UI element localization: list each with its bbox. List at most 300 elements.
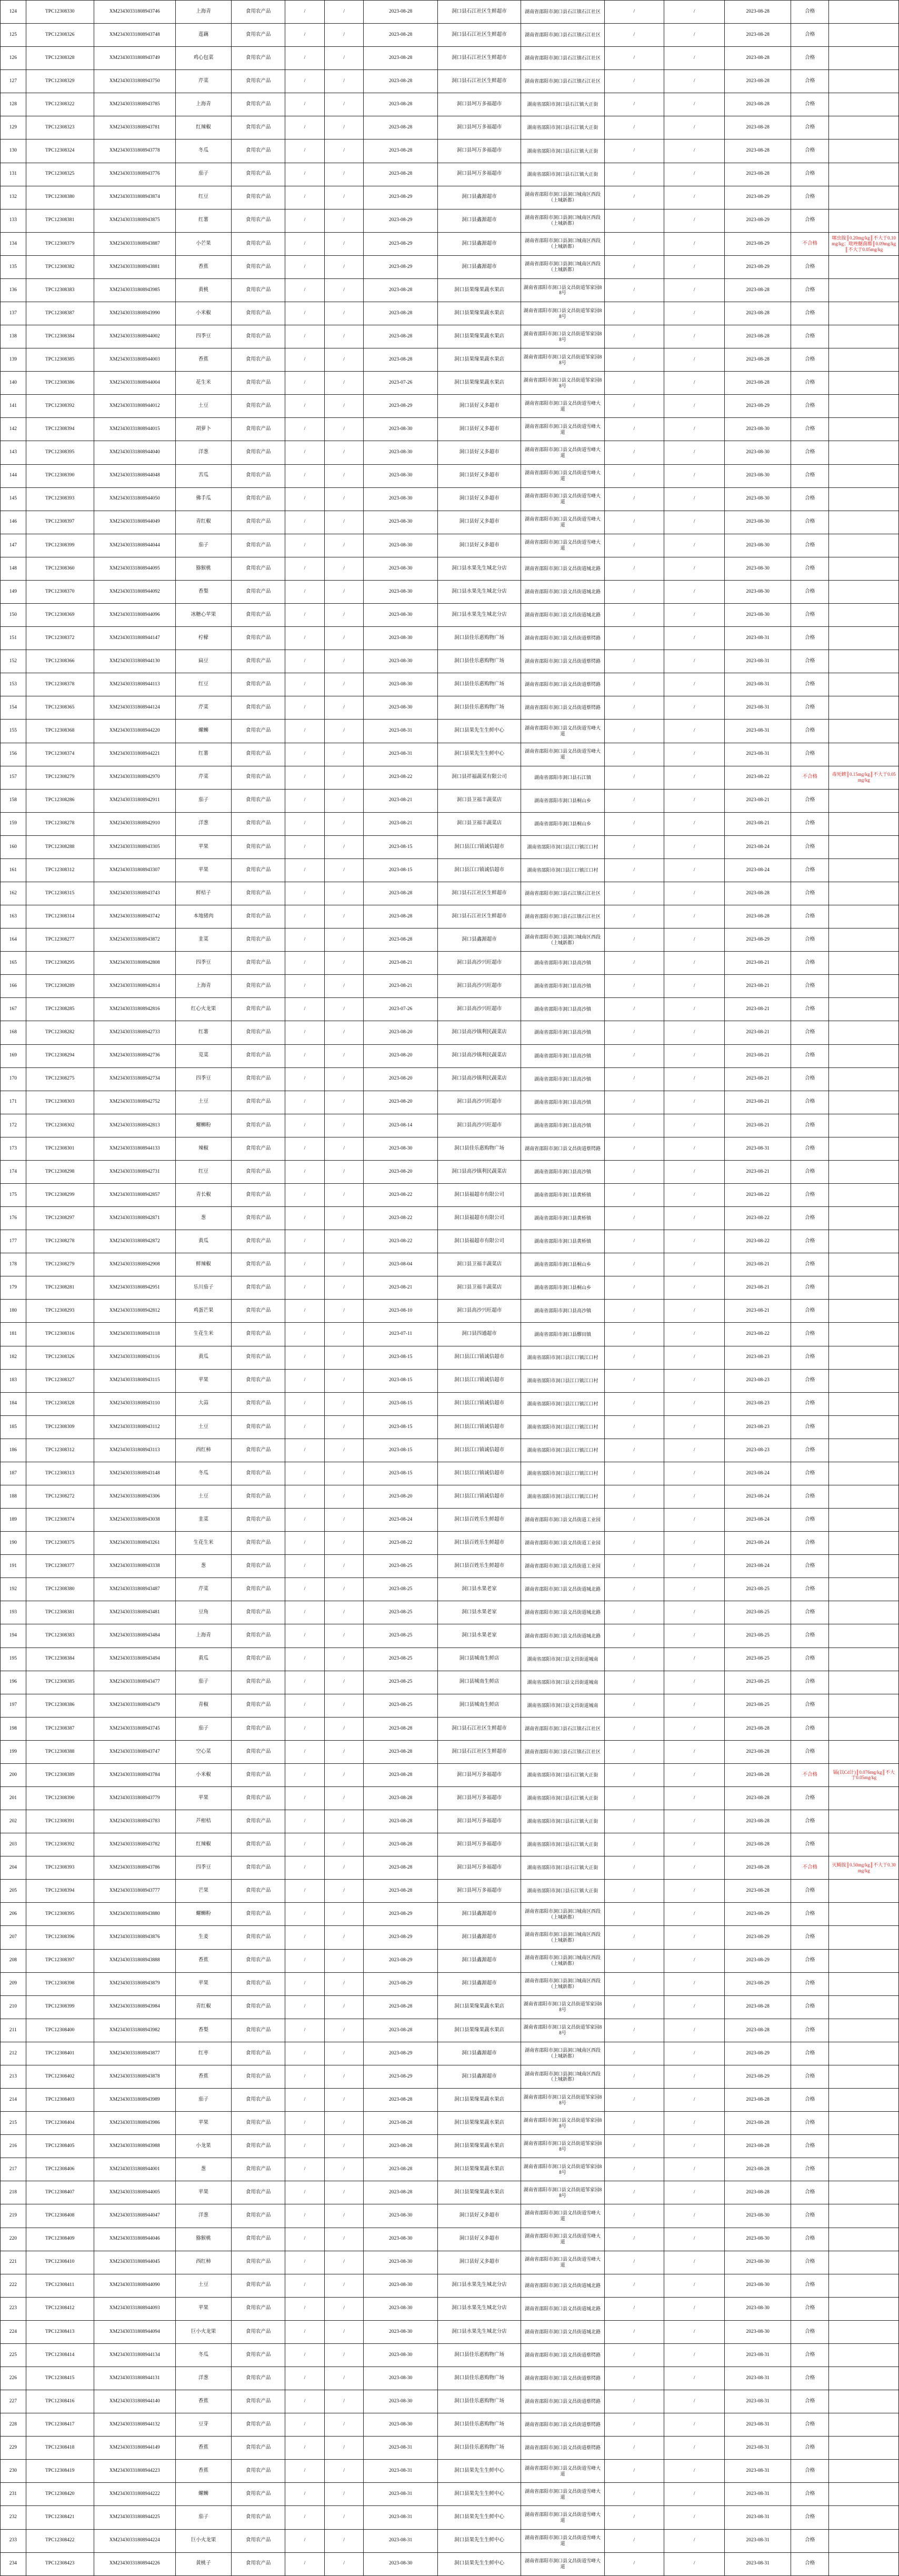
brand-cell: / <box>285 1346 325 1369</box>
producer-address-cell: / <box>664 1926 724 1949</box>
store-address-cell: 湖南省邵阳市洞口县文昌街道邹家园88号 <box>521 2112 604 2135</box>
sampling-date-cell: 2023-08-30 <box>725 2297 791 2320</box>
producer-address-cell: / <box>664 858 724 882</box>
product-name-cell: 黄桃 <box>175 278 231 302</box>
spec-cell: / <box>324 1183 364 1206</box>
task-code-cell: XM23430331808944224 <box>94 2529 175 2552</box>
store-name-cell: 洞口县鑫源超市 <box>437 232 521 255</box>
store-address-cell: 湖南省邵阳市洞口县文昌街道邹家园88号 <box>521 302 604 325</box>
fail-reason-cell <box>829 1323 899 1346</box>
sampling-date-cell: 2023-08-29 <box>725 1903 791 1926</box>
seq-cell: 170 <box>1 1067 26 1091</box>
fail-reason-cell <box>829 1671 899 1694</box>
store-address-cell: 湖南省邵阳市洞口县文昌街道城南 <box>521 1671 604 1694</box>
store-address-cell: 湖南省邵阳市洞口县江口镇江口村 <box>521 1462 604 1485</box>
producer-cell: / <box>604 812 664 835</box>
sample-code-cell: TPC12308375 <box>26 1532 94 1555</box>
seq-cell: 167 <box>1 998 26 1021</box>
fail-reason-cell <box>829 1230 899 1253</box>
sample-code-cell: TPC12308329 <box>26 70 94 93</box>
production-date-cell: 2023-08-29 <box>364 2065 437 2088</box>
store-name-cell: 洞口县江口镇诚信超市 <box>437 1415 521 1439</box>
task-code-cell: XM23430331808943747 <box>94 1740 175 1763</box>
product-name-cell: 生花生米 <box>175 1532 231 1555</box>
product-name-cell: 黄瓜 <box>175 1230 231 1253</box>
production-date-cell: 2023-08-29 <box>364 1903 437 1926</box>
store-name-cell: 洞口县佳乐惠购物广场 <box>437 2390 521 2413</box>
producer-cell: / <box>604 1856 664 1880</box>
sample-code-cell: TPC12308369 <box>26 604 94 627</box>
store-address-cell: 湖南省邵阳市洞口县江口镇江口村 <box>521 1346 604 1369</box>
producer-address-cell: / <box>664 1555 724 1578</box>
sample-code-cell: TPC12308417 <box>26 2413 94 2437</box>
result-cell: 合格 <box>791 2042 829 2065</box>
seq-cell: 179 <box>1 1276 26 1300</box>
producer-address-cell: / <box>664 139 724 163</box>
seq-cell: 215 <box>1 2112 26 2135</box>
producer-address-cell: / <box>664 1856 724 1880</box>
seq-cell: 206 <box>1 1903 26 1926</box>
table-row <box>1 1067 899 1091</box>
production-date-cell: 2023-08-30 <box>364 2552 437 2575</box>
category-cell: 食用农产品 <box>232 464 285 487</box>
sampling-date-cell: 2023-08-28 <box>725 1880 791 1903</box>
producer-cell: / <box>604 116 664 139</box>
spec-cell: / <box>324 1091 364 1114</box>
result-cell: 合格 <box>791 2506 829 2529</box>
store-address-cell: 湖南省邵阳市洞口县文昌街道雪峰大道 <box>521 2483 604 2506</box>
result-cell: 合格 <box>791 511 829 534</box>
store-address-cell: 湖南省邵阳市洞口县文昌街道雪峰大道 <box>521 464 604 487</box>
sample-code-cell: TPC12308312 <box>26 1439 94 1462</box>
producer-address-cell: / <box>664 209 724 232</box>
sampling-date-cell: 2023-08-28 <box>725 1833 791 1856</box>
production-date-cell: 2023-08-28 <box>364 47 437 70</box>
fail-reason-cell <box>829 1369 899 1392</box>
store-name-cell: 洞口县坷万多福超市 <box>437 139 521 163</box>
producer-address-cell: / <box>664 2112 724 2135</box>
store-name-cell: 洞口县鑫源超市 <box>437 1972 521 1995</box>
seq-cell: 192 <box>1 1578 26 1601</box>
result-cell: 合格 <box>791 2413 829 2437</box>
category-cell: 食用农产品 <box>232 1648 285 1671</box>
production-date-cell: 2023-08-30 <box>364 627 437 650</box>
producer-address-cell: / <box>664 1253 724 1276</box>
production-date-cell: 2023-08-28 <box>364 1880 437 1903</box>
store-name-cell: 洞口县鑫源超市 <box>437 2065 521 2088</box>
task-code-cell: XM23430331808943872 <box>94 928 175 952</box>
category-cell: 食用农产品 <box>232 302 285 325</box>
producer-address-cell: / <box>664 255 724 278</box>
production-date-cell: 2023-08-24 <box>364 1509 437 1532</box>
producer-cell: / <box>604 1044 664 1067</box>
spec-cell: / <box>324 1740 364 1763</box>
category-cell: 食用农产品 <box>232 1833 285 1856</box>
sampling-date-cell: 2023-08-28 <box>725 1740 791 1763</box>
producer-address-cell: / <box>664 278 724 302</box>
spec-cell: / <box>324 93 364 116</box>
result-cell: 合格 <box>791 1926 829 1949</box>
producer-cell: / <box>604 1276 664 1300</box>
result-cell: 合格 <box>791 2320 829 2343</box>
production-date-cell: 2023-08-28 <box>364 905 437 928</box>
task-code-cell: XM23430331808944223 <box>94 2460 175 2483</box>
task-code-cell: XM23430331808943113 <box>94 1439 175 1462</box>
seq-cell: 152 <box>1 650 26 673</box>
result-cell: 合格 <box>791 1995 829 2019</box>
product-name-cell: 小龙果 <box>175 2135 231 2158</box>
product-name-cell: 洋葱 <box>175 441 231 464</box>
result-cell: 合格 <box>791 1369 829 1392</box>
task-code-cell: XM23430331808944140 <box>94 2390 175 2413</box>
result-cell: 合格 <box>791 1067 829 1091</box>
seq-cell: 163 <box>1 905 26 928</box>
producer-address-cell: / <box>664 1392 724 1415</box>
sampling-date-cell: 2023-08-21 <box>725 1300 791 1323</box>
spec-cell: / <box>324 1926 364 1949</box>
table-row <box>1 1856 899 1880</box>
sampling-date-cell: 2023-08-30 <box>725 418 791 441</box>
table-row <box>1 952 899 975</box>
table-row <box>1 1183 899 1206</box>
spec-cell: / <box>324 766 364 789</box>
table-row <box>1 1160 899 1183</box>
store-address-cell: 湖南省邵阳市洞口县文昌街道蔡锷路 <box>521 2437 604 2460</box>
brand-cell: / <box>285 1972 325 1995</box>
table-row <box>1 255 899 278</box>
fail-reason-cell <box>829 1833 899 1856</box>
production-date-cell: 2023-08-28 <box>364 1995 437 2019</box>
result-cell: 合格 <box>791 2343 829 2367</box>
brand-cell: / <box>285 1648 325 1671</box>
producer-cell: / <box>604 24 664 47</box>
table-row <box>1 1926 899 1949</box>
sample-code-cell: TPC12308328 <box>26 1392 94 1415</box>
store-address-cell: 湖南省邵阳市洞口县洞口城南区西段（上城新都） <box>521 209 604 232</box>
store-name-cell: 洞口县江口镇诚信超市 <box>437 1392 521 1415</box>
category-cell: 食用农产品 <box>232 1253 285 1276</box>
table-row <box>1 2390 899 2413</box>
producer-cell: / <box>604 2135 664 2158</box>
fail-reason-cell <box>829 1995 899 2019</box>
brand-cell: / <box>285 1903 325 1926</box>
producer-cell: / <box>604 2089 664 2112</box>
production-date-cell: 2023-08-30 <box>364 464 437 487</box>
store-address-cell: 湖南省邵阳市洞口县高沙镇 <box>521 1114 604 1137</box>
table-row <box>1 2274 899 2297</box>
seq-cell: 128 <box>1 93 26 116</box>
brand-cell: / <box>285 580 325 603</box>
brand-cell: / <box>285 209 325 232</box>
producer-address-cell: / <box>664 604 724 627</box>
producer-address-cell: / <box>664 1439 724 1462</box>
sample-code-cell: TPC12308389 <box>26 1763 94 1786</box>
table-row <box>1 2552 899 2575</box>
sample-code-cell: TPC12308390 <box>26 464 94 487</box>
sample-code-cell: TPC12308403 <box>26 2089 94 2112</box>
brand-cell: / <box>285 1439 325 1462</box>
producer-address-cell: / <box>664 835 724 858</box>
spec-cell: / <box>324 1880 364 1903</box>
producer-address-cell: / <box>664 766 724 789</box>
product-name-cell: 猕猴桃 <box>175 557 231 580</box>
seq-cell: 185 <box>1 1415 26 1439</box>
production-date-cell: 2023-08-22 <box>364 766 437 789</box>
sample-code-cell: TPC12308299 <box>26 1183 94 1206</box>
store-name-cell: 洞口县果缘果蔬水果店 <box>437 2135 521 2158</box>
product-name-cell: 土豆 <box>175 2274 231 2297</box>
brand-cell: / <box>285 604 325 627</box>
brand-cell: / <box>285 998 325 1021</box>
producer-address-cell: / <box>664 2251 724 2274</box>
seq-cell: 223 <box>1 2297 26 2320</box>
production-date-cell: 2023-08-29 <box>364 1949 437 1972</box>
fail-reason-cell <box>829 2297 899 2320</box>
task-code-cell: XM23430331808944220 <box>94 720 175 743</box>
spec-cell: / <box>324 534 364 557</box>
product-name-cell: 红辣椒 <box>175 1833 231 1856</box>
fail-reason-cell <box>829 1717 899 1740</box>
producer-cell: / <box>604 1137 664 1160</box>
task-code-cell: XM23430331808942951 <box>94 1276 175 1300</box>
store-name-cell: 洞口县佳乐惠购物广场 <box>437 1137 521 1160</box>
sampling-date-cell: 2023-08-21 <box>725 952 791 975</box>
producer-cell: / <box>604 1392 664 1415</box>
store-address-cell: 湖南省邵阳市洞口县洞口城南区西段（上城新都） <box>521 928 604 952</box>
fail-reason-cell <box>829 163 899 186</box>
sampling-date-cell: 2023-08-31 <box>725 2529 791 2552</box>
fail-reason-cell <box>829 1160 899 1183</box>
sample-code-cell: TPC12308279 <box>26 766 94 789</box>
producer-cell: / <box>604 1810 664 1833</box>
fail-reason-cell <box>829 2483 899 2506</box>
sampling-date-cell: 2023-08-30 <box>725 464 791 487</box>
store-address-cell: 湖南省邵阳市洞口县文昌街道蔡锷路 <box>521 2367 604 2390</box>
sampling-date-cell: 2023-08-21 <box>725 1091 791 1114</box>
store-address-cell: 湖南省邵阳市洞口县高沙镇 <box>521 1044 604 1067</box>
product-name-cell: 生花生米 <box>175 1323 231 1346</box>
store-address-cell: 湖南省邵阳市洞口县醪田镇 <box>521 1323 604 1346</box>
category-cell: 食用农产品 <box>232 418 285 441</box>
table-row <box>1 2204 899 2228</box>
result-cell: 合格 <box>791 1160 829 1183</box>
store-name-cell: 洞口县高沙兴旺超市 <box>437 1114 521 1137</box>
category-cell: 食用农产品 <box>232 766 285 789</box>
table-row <box>1 1995 899 2019</box>
table-row <box>1 1392 899 1415</box>
task-code-cell: XM23430331808942857 <box>94 1183 175 1206</box>
brand-cell: / <box>285 1671 325 1694</box>
category-cell: 食用农产品 <box>232 1 285 24</box>
store-address-cell: 湖南省邵阳市洞口县江口镇江口村 <box>521 1439 604 1462</box>
brand-cell: / <box>285 1160 325 1183</box>
fail-reason-cell <box>829 580 899 603</box>
fail-reason-cell <box>829 812 899 835</box>
seq-cell: 210 <box>1 1995 26 2019</box>
producer-address-cell: / <box>664 487 724 511</box>
sampling-date-cell: 2023-08-28 <box>725 905 791 928</box>
producer-cell: / <box>604 372 664 395</box>
table-row <box>1 1253 899 1276</box>
task-code-cell: XM23430331808943477 <box>94 1671 175 1694</box>
producer-address-cell: / <box>664 2437 724 2460</box>
production-date-cell: 2023-08-29 <box>364 395 437 418</box>
sampling-date-cell: 2023-08-22 <box>725 1323 791 1346</box>
product-name-cell: 红薯 <box>175 743 231 766</box>
store-address-cell: 湖南省邵阳市洞口县文昌街道蔡锷路 <box>521 650 604 673</box>
category-cell: 食用农产品 <box>232 627 285 650</box>
brand-cell: / <box>285 1323 325 1346</box>
brand-cell: / <box>285 511 325 534</box>
sampling-date-cell: 2023-08-29 <box>725 186 791 209</box>
seq-cell: 224 <box>1 2320 26 2343</box>
fail-reason-cell <box>829 650 899 673</box>
result-cell: 合格 <box>791 1346 829 1369</box>
sample-code-cell: TPC12308384 <box>26 1648 94 1671</box>
table-row <box>1 743 899 766</box>
store-name-cell: 洞口县石江社区生鲜超市 <box>437 1717 521 1740</box>
seq-cell: 168 <box>1 1021 26 1044</box>
task-code-cell: XM23430331808942908 <box>94 1253 175 1276</box>
store-name-cell: 洞口县江口镇诚信超市 <box>437 1369 521 1392</box>
sample-code-cell: TPC12308382 <box>26 255 94 278</box>
task-code-cell: XM23430331808944050 <box>94 487 175 511</box>
brand-cell: / <box>285 2437 325 2460</box>
task-code-cell: XM23430331808943785 <box>94 93 175 116</box>
product-name-cell: 土豆 <box>175 1415 231 1439</box>
store-name-cell: 洞口县佳乐惠购物广场 <box>437 627 521 650</box>
brand-cell: / <box>285 534 325 557</box>
store-name-cell: 洞口县水果老家 <box>437 1578 521 1601</box>
spec-cell: / <box>324 2204 364 2228</box>
product-name-cell: 香蕉 <box>175 348 231 372</box>
sample-code-cell: TPC12308380 <box>26 186 94 209</box>
sampling-date-cell: 2023-08-30 <box>725 2274 791 2297</box>
task-code-cell: XM23430331808944093 <box>94 2297 175 2320</box>
category-cell: 食用农产品 <box>232 1323 285 1346</box>
product-name-cell: 生姜 <box>175 1926 231 1949</box>
table-row <box>1 24 899 47</box>
store-address-cell: 湖南省邵阳市洞口县石江镇石江社区 <box>521 882 604 905</box>
result-cell: 合格 <box>791 534 829 557</box>
task-code-cell: XM23430331808942816 <box>94 998 175 1021</box>
store-name-cell: 洞口县城南生鲜店 <box>437 1694 521 1717</box>
production-date-cell: 2023-08-15 <box>364 1415 437 1439</box>
production-date-cell: 2023-08-28 <box>364 1 437 24</box>
seq-cell: 231 <box>1 2483 26 2506</box>
fail-reason-cell <box>829 325 899 348</box>
producer-cell: / <box>604 905 664 928</box>
product-name-cell: 黄瓜 <box>175 1346 231 1369</box>
sample-code-cell: TPC12308374 <box>26 743 94 766</box>
product-name-cell: 猕猴桃 <box>175 2228 231 2251</box>
brand-cell: / <box>285 418 325 441</box>
producer-address-cell: / <box>664 557 724 580</box>
production-date-cell: 2023-08-30 <box>364 534 437 557</box>
sampling-date-cell: 2023-08-31 <box>725 743 791 766</box>
producer-cell: / <box>604 2065 664 2088</box>
category-cell: 食用农产品 <box>232 1671 285 1694</box>
category-cell: 食用农产品 <box>232 2529 285 2552</box>
seq-cell: 130 <box>1 139 26 163</box>
store-address-cell: 湖南省邵阳市洞口县文昌街道蔡锷路 <box>521 2390 604 2413</box>
store-address-cell: 湖南省邵阳市洞口县石江镇大正街 <box>521 1810 604 1833</box>
product-name-cell: 苋菜 <box>175 1044 231 1067</box>
producer-cell: / <box>604 2460 664 2483</box>
store-name-cell: 洞口县果先生生鲜中心 <box>437 2552 521 2575</box>
category-cell: 食用农产品 <box>232 1926 285 1949</box>
seq-cell: 148 <box>1 557 26 580</box>
production-date-cell: 2023-08-30 <box>364 696 437 720</box>
store-address-cell: 湖南省邵阳市洞口县石江镇石江社区 <box>521 70 604 93</box>
producer-address-cell: / <box>664 1230 724 1253</box>
producer-address-cell: / <box>664 1694 724 1717</box>
fail-reason-cell <box>829 604 899 627</box>
producer-address-cell: / <box>664 163 724 186</box>
production-date-cell: 2023-08-28 <box>364 1787 437 1810</box>
table-row <box>1 882 899 905</box>
task-code-cell: XM23430331808944132 <box>94 2413 175 2437</box>
fail-reason-cell <box>829 1415 899 1439</box>
production-date-cell: 2023-08-15 <box>364 1392 437 1415</box>
store-address-cell: 湖南省邵阳市洞口县洞口城南区西段（上城新都） <box>521 1972 604 1995</box>
category-cell: 食用农产品 <box>232 1601 285 1624</box>
category-cell: 食用农产品 <box>232 720 285 743</box>
production-date-cell: 2023-08-31 <box>364 720 437 743</box>
task-code-cell: XM23430331808943746 <box>94 1 175 24</box>
task-code-cell: XM23430331808943776 <box>94 163 175 186</box>
production-date-cell: 2023-08-28 <box>364 302 437 325</box>
task-code-cell: XM23430331808944113 <box>94 673 175 696</box>
table-row <box>1 650 899 673</box>
store-name-cell: 洞口县鑫源超市 <box>437 1903 521 1926</box>
seq-cell: 227 <box>1 2390 26 2413</box>
category-cell: 食用农产品 <box>232 858 285 882</box>
fail-reason-cell <box>829 975 899 998</box>
category-cell: 食用农产品 <box>232 882 285 905</box>
store-name-cell: 洞口县高沙镇利民蔬菜店 <box>437 1021 521 1044</box>
sample-code-cell: TPC12308294 <box>26 1044 94 1067</box>
producer-cell: / <box>604 1439 664 1462</box>
sample-code-cell: TPC12308398 <box>26 1972 94 1995</box>
result-cell: 合格 <box>791 255 829 278</box>
store-name-cell: 洞口县好又多超市 <box>437 511 521 534</box>
sample-code-cell: TPC12308366 <box>26 650 94 673</box>
seq-cell: 199 <box>1 1740 26 1763</box>
production-date-cell: 2023-08-25 <box>364 1671 437 1694</box>
table-row <box>1 70 899 93</box>
product-name-cell: 大蒜 <box>175 1392 231 1415</box>
category-cell: 食用农产品 <box>232 1207 285 1230</box>
spec-cell: / <box>324 1717 364 1740</box>
producer-cell: / <box>604 278 664 302</box>
result-cell: 合格 <box>791 1044 829 1067</box>
product-name-cell: 四季豆 <box>175 325 231 348</box>
spec-cell: / <box>324 1114 364 1137</box>
product-name-cell: 苹果 <box>175 2112 231 2135</box>
sample-code-cell: TPC12308281 <box>26 1276 94 1300</box>
production-date-cell: 2023-08-29 <box>364 1926 437 1949</box>
brand-cell: / <box>285 487 325 511</box>
store-name-cell: 洞口县鑫源超市 <box>437 209 521 232</box>
store-name-cell: 洞口县坷万多福超市 <box>437 1763 521 1786</box>
result-cell: 合格 <box>791 163 829 186</box>
producer-cell: / <box>604 2042 664 2065</box>
category-cell: 食用农产品 <box>232 2437 285 2460</box>
category-cell: 食用农产品 <box>232 1694 285 1717</box>
brand-cell: / <box>285 1601 325 1624</box>
spec-cell: / <box>324 487 364 511</box>
